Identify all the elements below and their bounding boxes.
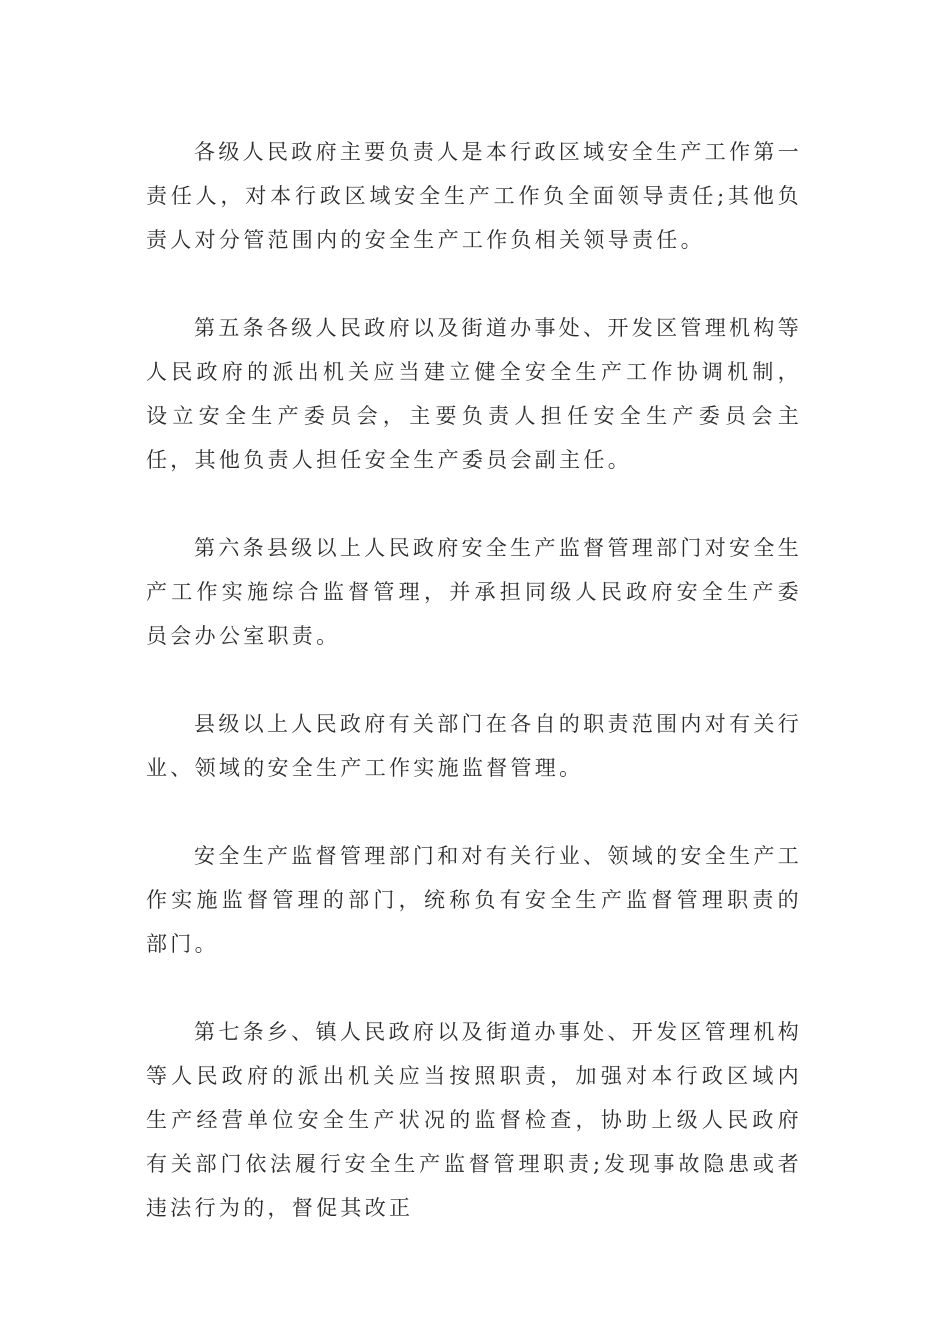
paragraph-2-article-5: 第五条各级人民政府以及街道办事处、开发区管理机构等人民政府的派出机关应当建立健全安全生产工作协调机制，设立安全生产委员会，主要负责人担任安全生产委员会主任，其他负责人担任安全生产委员会副主任。 xyxy=(146,316,802,472)
paragraph-3-article-6: 第六条县级以上人民政府安全生产监督管理部门对安全生产工作实施综合监督管理，并承担同级人民政府安全生产委员会办公室职责。 xyxy=(146,536,802,648)
paragraph-4: 县级以上人民政府有关部门在各自的职责范围内对有关行业、领域的安全生产工作实施监督管理。 xyxy=(146,712,802,780)
paragraph-5: 安全生产监督管理部门和对有关行业、领域的安全生产工作实施监督管理的部门，统称负有安全生产监督管理职责的部门。 xyxy=(146,844,802,956)
document-body xyxy=(146,130,802,1274)
paragraph-6-article-7: 第七条乡、镇人民政府以及街道办事处、开发区管理机构等人民政府的派出机关应当按照职责，加强对本行政区域内生产经营单位安全生产状况的监督检查，协助上级人民政府有关部门依法履行安全生产监督管理职责;发现事故隐患或者违法行为的，督促其改正 xyxy=(146,1020,802,1220)
paragraph-1: 各级人民政府主要负责人是本行政区域安全生产工作第一责任人，对本行政区域安全生产工作负全面领导责任;其他负责人对分管范围内的安全生产工作负相关领导责任。 xyxy=(146,140,802,252)
